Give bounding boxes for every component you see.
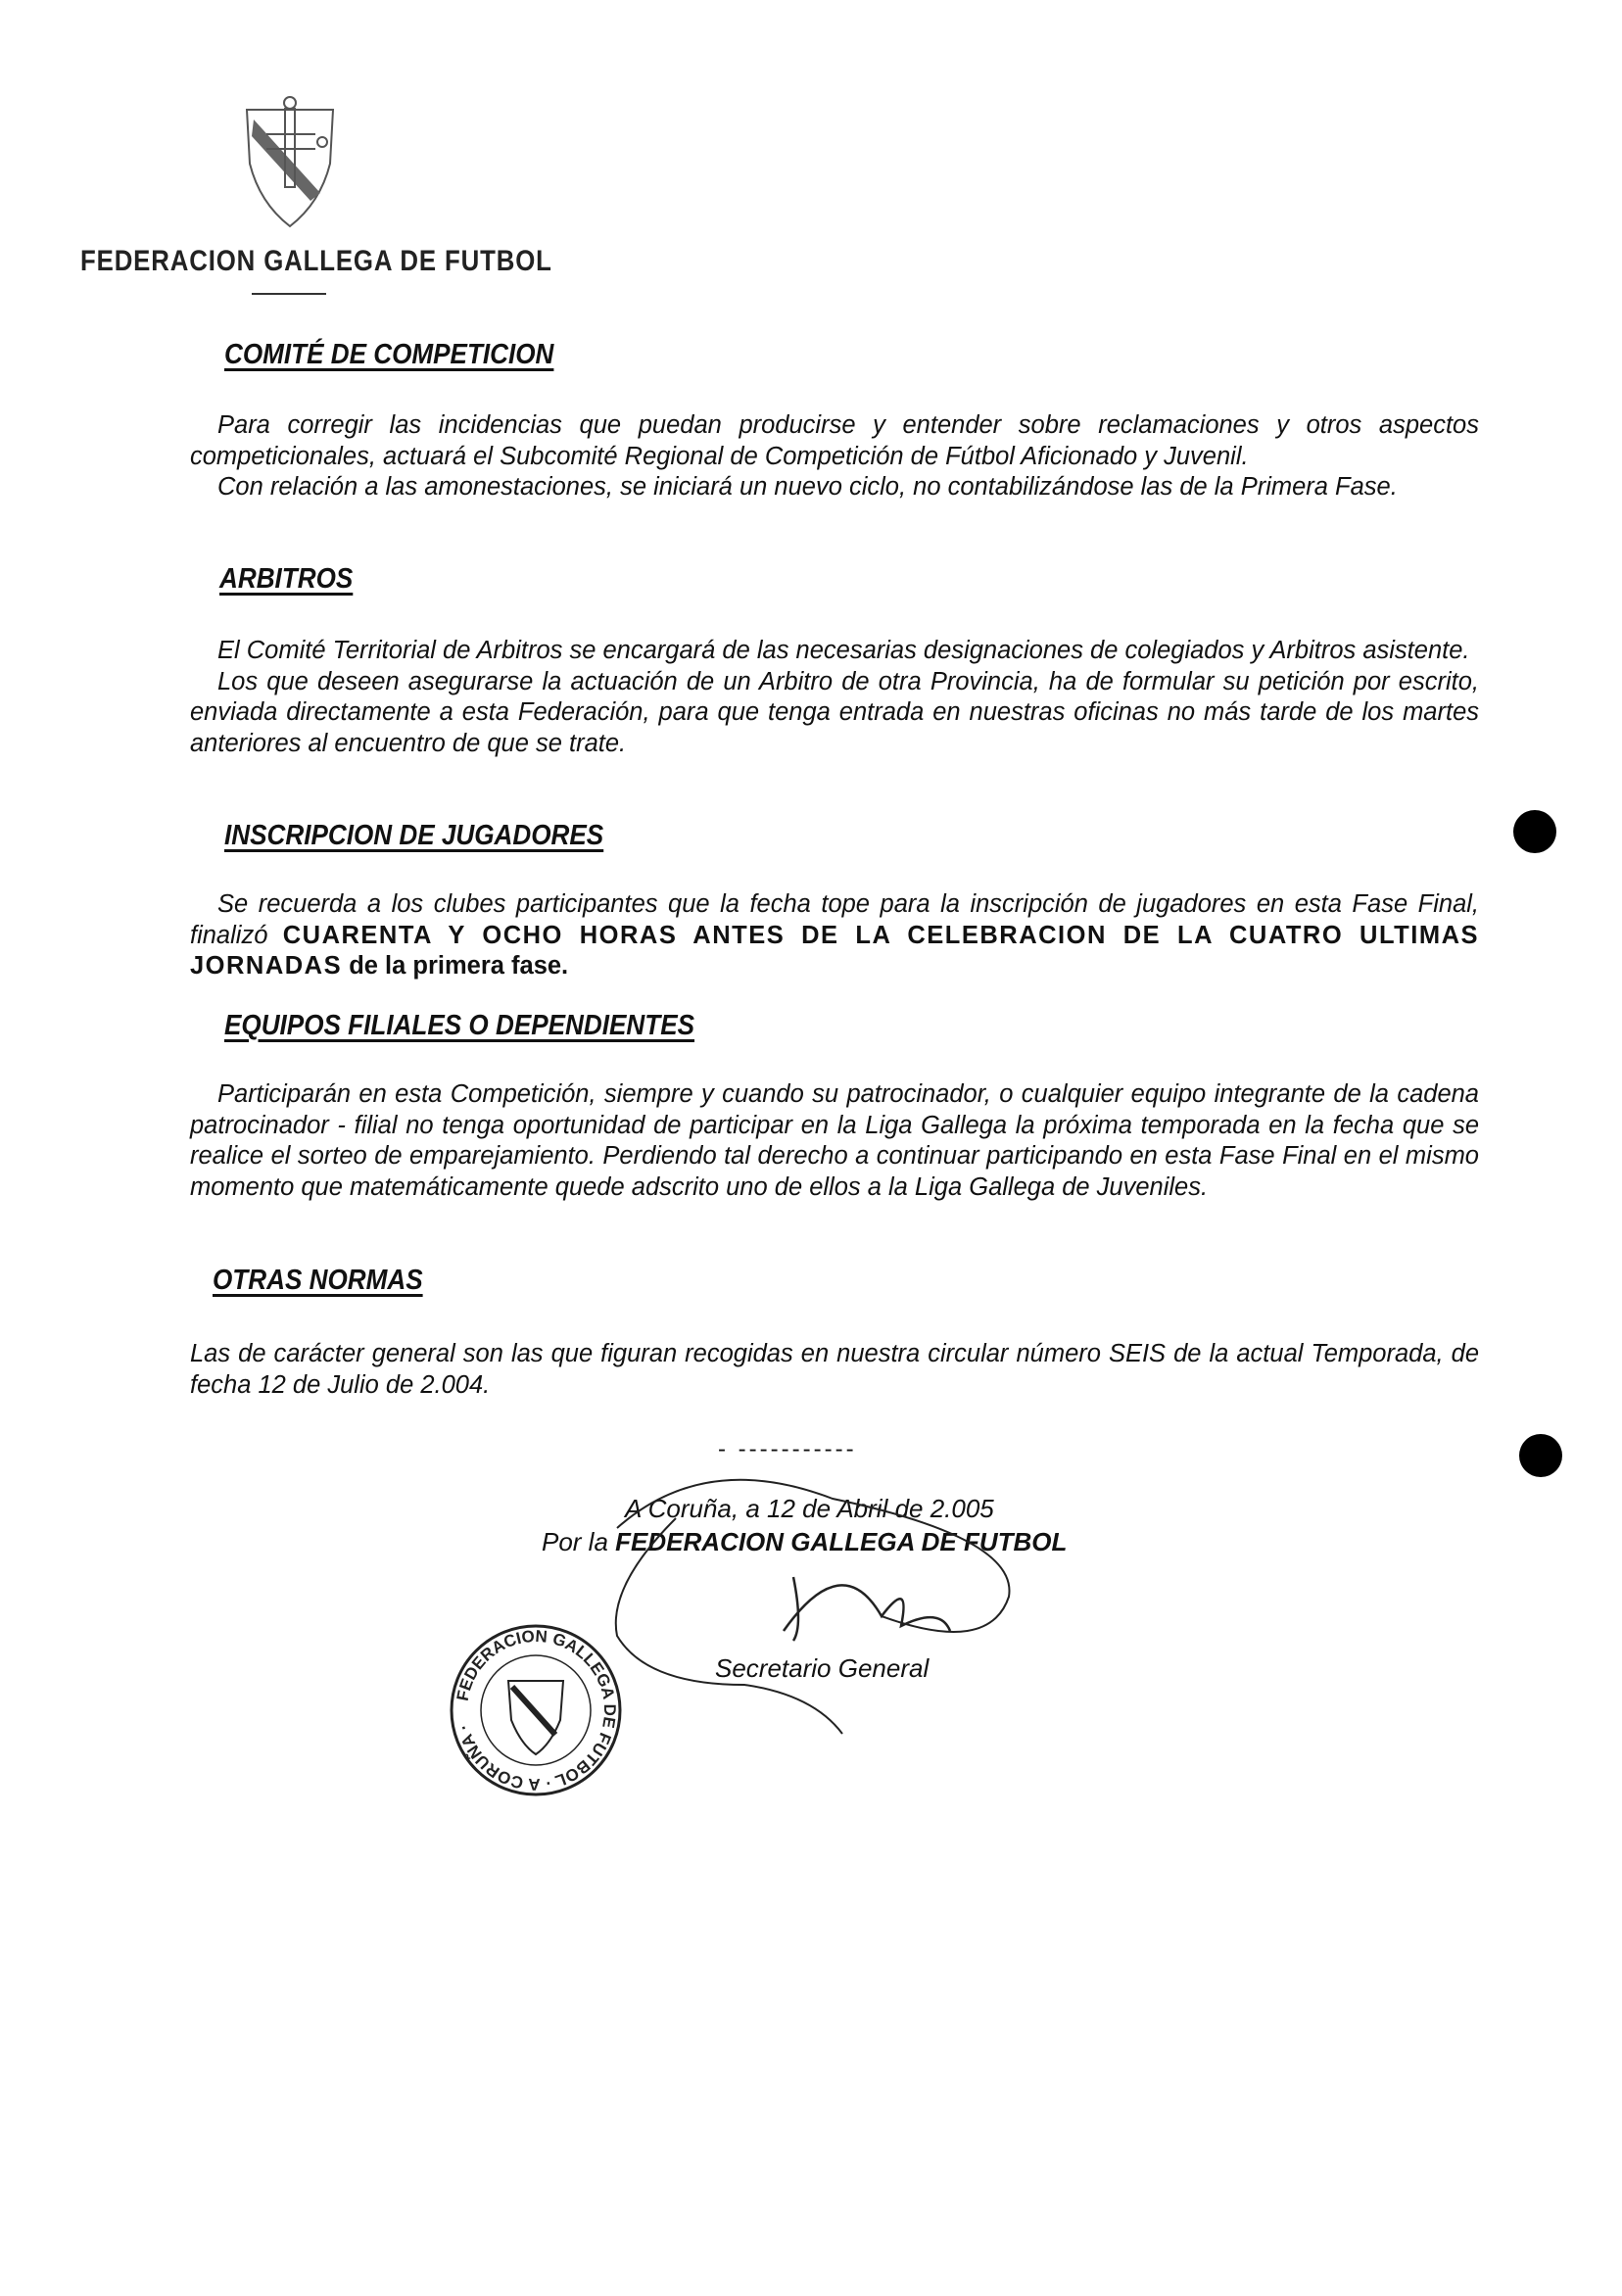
- organization-name: FEDERACION GALLEGA DE FUTBOL: [80, 245, 552, 277]
- paragraph: [190, 1079, 1479, 1203]
- federation-seal: [448, 1622, 624, 1803]
- heading-comite-competicion: COMITÉ DE COMPETICION: [224, 339, 554, 370]
- signatory-title: Secretario General: [715, 1653, 930, 1683]
- by-organization: FEDERACION GALLEGA DE FUTBOL: [615, 1527, 1068, 1556]
- paragraph-text: Las de carácter general son las que figuran recogidas en nuestra circular número SEIS de la actual Temporada, de fecha 12 de Julio de 2.004.: [190, 1340, 1479, 1399]
- paragraph-text: Se recuerda a los clubes participantes que la fecha tope para la inscripción de jugadores en esta Fase Final, finalizó: [190, 890, 1479, 949]
- svg-text:FEDERACION GALLEGA DE FUTBOL ·: FEDERACION GALLEGA DE FUTBOL · A CORUÑA ·: [453, 1626, 620, 1794]
- paragraph-text: Participarán en esta Competición, siempre y cuando su patrocinador, o cualquier equipo integrante de la cadena patrocinador - filial no tenga oportunidad de participar en la Liga Gallega la próxima temporada en la fecha que se realice el sorteo de emparejamiento. Perdiendo tal derecho a continuar participando en esta Fase Final en el mismo momento que matemáticamente quede adscrito uno de ellos a la Liga Gallega de Juveniles.: [190, 1080, 1479, 1201]
- heading-otras-normas: OTRAS NORMAS: [213, 1265, 423, 1296]
- signature: [588, 1459, 1038, 1758]
- emphasized-text: CUARENTA Y OCHO HORAS ANTES DE LA CELEBRACION DE LA CUATRO ULTIMAS JORNADAS: [190, 921, 1479, 980]
- heading-equipos-filiales: EQUIPOS FILIALES O DEPENDIENTES: [224, 1010, 695, 1041]
- paragraph: [190, 889, 1479, 982]
- divider: [252, 293, 326, 295]
- paragraph: [190, 410, 1479, 503]
- separator: - -----------: [718, 1436, 857, 1462]
- paragraph-text: El Comité Territorial de Arbitros se encargará de las necesarias designaciones de colegiados y Arbitros asistente.: [217, 637, 1470, 664]
- paragraph: [190, 636, 1479, 759]
- paragraph-text: Los que deseen asegurarse la actuación de un Arbitro de otra Provincia, ha de formular su petición por escrito, enviada directamente a esta Federación, para que tenga entrada en nuestras oficinas no más tarde de los martes anteriores al encuentro de que se trate.: [190, 667, 1479, 757]
- federation-logo: [242, 95, 338, 228]
- paragraph-text: de la primera fase.: [342, 952, 569, 980]
- paragraph: [190, 1339, 1479, 1401]
- punch-hole: [1513, 810, 1556, 853]
- heading-arbitros: ARBITROS: [219, 563, 354, 595]
- paragraph-text: Con relación a las amonestaciones, se iniciará un nuevo ciclo, no contabilizándose las de la Primera Fase.: [217, 473, 1398, 501]
- place-date: A Coruña, a 12 de Abril de 2.005: [625, 1494, 994, 1523]
- heading-inscripcion-jugadores: INSCRIPCION DE JUGADORES: [224, 820, 604, 851]
- punch-hole: [1519, 1434, 1562, 1477]
- paragraph-text: Para corregir las incidencias que puedan producirse y entender sobre reclamaciones y otros aspectos competicionales, actuará el Subcomité Regional de Competición de Fútbol Aficionado y Juvenil.: [190, 411, 1479, 470]
- by-prefix: Por la: [542, 1527, 616, 1556]
